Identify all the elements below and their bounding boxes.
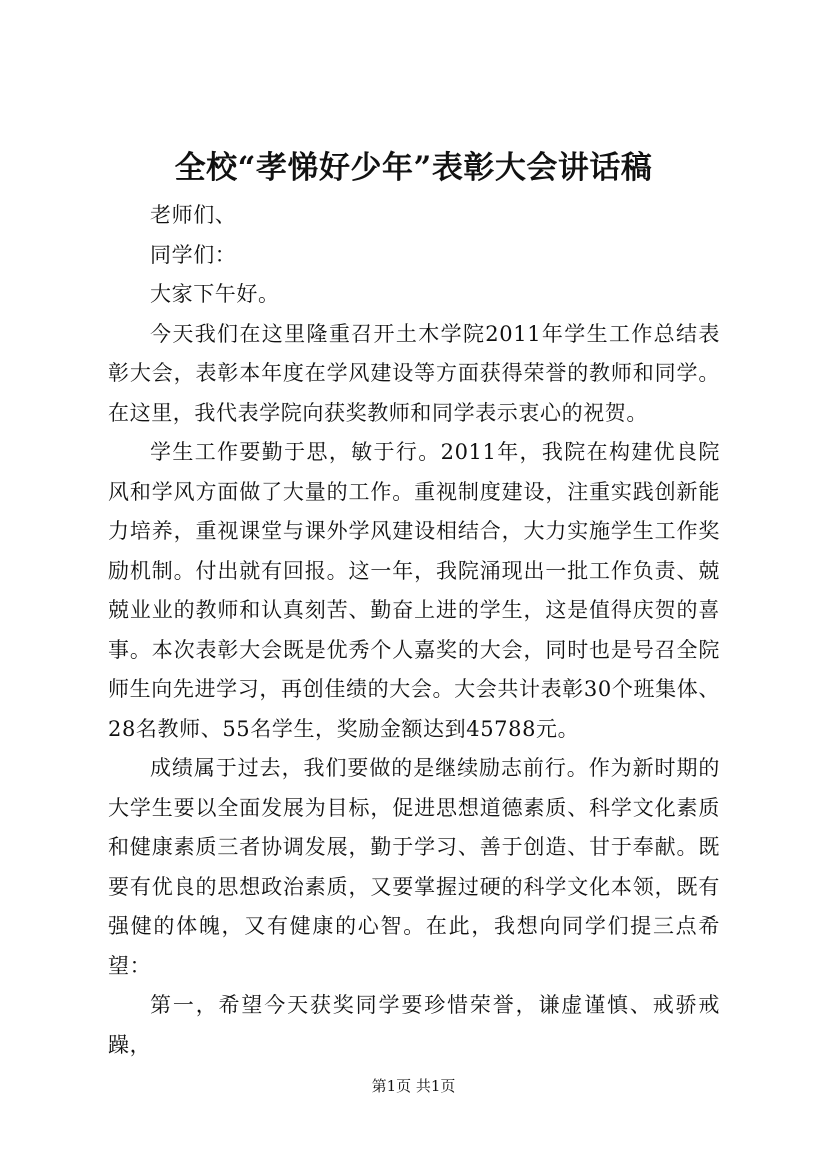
document-body [108, 196, 720, 1065]
paragraph-first-hope: 第一，希望今天获奖同学要珍惜荣誉，谦虚谨慎、戒骄戒躁， [108, 993, 720, 1057]
page-footer: 第1页 共1页 [371, 1077, 456, 1095]
greeting: 大家下午好。 [150, 282, 280, 306]
salutation-teachers: 老师们、 [150, 203, 237, 227]
paragraph-expectations: 成绩属于过去，我们要做的是继续励志前行。作为新时期的大学生要以全面发展为目标，促进思想道德素质、科学文化素质和健康素质三者协调发展，勤于学习、善于创造、甘于奉献。既要有优良的思想政治素质，又要掌握过硬的科学文化本领，既有强健的体魄，又有健康的心智。在此，我想向同学们提三点希望： [108, 756, 720, 978]
paragraph-achievements: 学生工作要勤于思，敏于行。2011年，我院在构建优良院风和学风方面做了大量的工作。重视制度建设，注重实践创新能力培养，重视课堂与课外学风建设相结合，大力实施学生工作奖励机制。付出就有回报。这一年，我院涌现出一批工作负责、兢兢业业的教师和认真刻苦、勤奋上进的学生，这是值得庆贺的喜事。本次表彰大会既是优秀个人嘉奖的大会，同时也是号召全院师生向先进学习，再创佳绩的大会。大会共计表彰30个班集体、28名教师、55名学生，奖励金额达到45788元。 [108, 440, 720, 741]
salutation-students: 同学们： [150, 242, 237, 267]
document-title: 全校“孝悌好少年”表彰大会讲话稿 [174, 150, 653, 186]
paragraph-opening: 今天我们在这里隆重召开土木学院2011年学生工作总结表彰大会，表彰本年度在学风建设等方面获得荣誉的教师和同学。在这里，我代表学院向获奖教师和同学表示衷心的祝贺。 [108, 321, 720, 425]
